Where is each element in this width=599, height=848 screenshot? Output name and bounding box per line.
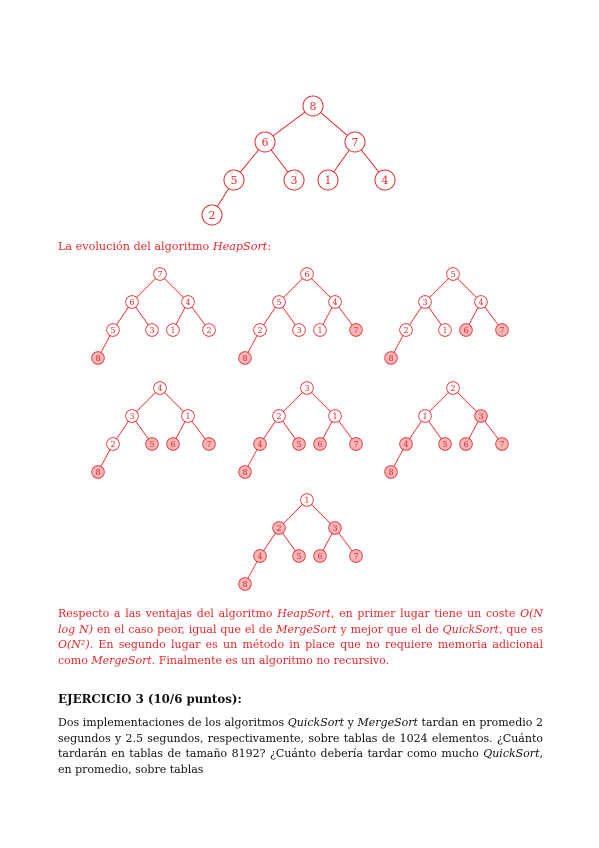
sorted-node	[239, 352, 252, 365]
main-heap-tree	[202, 96, 395, 225]
heap-node	[167, 324, 180, 337]
svg-text:1: 1	[170, 326, 176, 335]
sorted-node	[350, 550, 363, 563]
sorted-node	[385, 466, 398, 479]
sorted-node	[460, 438, 473, 451]
svg-text:8: 8	[242, 468, 248, 477]
caption-algo-name: HeapSort	[212, 240, 268, 253]
svg-text:8: 8	[242, 580, 248, 589]
svg-text:1: 1	[317, 326, 323, 335]
heap-node	[182, 296, 195, 309]
svg-text:1: 1	[185, 412, 191, 421]
heap-node	[447, 268, 460, 281]
svg-text:5: 5	[296, 440, 302, 449]
sorted-node	[239, 466, 252, 479]
svg-text:7: 7	[499, 440, 505, 449]
sorted-node	[146, 438, 159, 451]
heap-node	[301, 494, 314, 507]
heap-node	[419, 410, 432, 423]
svg-text:6: 6	[170, 440, 176, 449]
svg-text:7: 7	[353, 440, 359, 449]
heap-node	[182, 410, 195, 423]
heap-node	[254, 324, 267, 337]
evolution-tree	[92, 382, 216, 479]
heap-node	[203, 324, 216, 337]
heap-node	[293, 324, 306, 337]
heap-node	[400, 324, 413, 337]
heap-node	[154, 268, 167, 281]
svg-text:8: 8	[309, 100, 317, 113]
evolution-tree	[92, 268, 216, 365]
heap-node	[329, 296, 342, 309]
svg-text:1: 1	[304, 496, 310, 505]
svg-text:5: 5	[442, 440, 448, 449]
svg-text:4: 4	[257, 552, 263, 561]
svg-text:2: 2	[208, 209, 216, 222]
heap-node	[154, 382, 167, 395]
evolution-tree	[239, 494, 363, 591]
svg-text:4: 4	[478, 298, 484, 307]
sorted-node	[475, 410, 488, 423]
sorted-node	[203, 438, 216, 451]
sorted-node	[92, 352, 105, 365]
heap-node	[107, 324, 120, 337]
heap-node	[475, 296, 488, 309]
svg-text:5: 5	[230, 174, 238, 187]
svg-text:6: 6	[261, 136, 269, 149]
svg-text:3: 3	[332, 524, 338, 533]
sorted-node	[167, 438, 180, 451]
heapsort-caption: La evolución del algoritmo HeapSort:	[58, 240, 272, 253]
heap-node	[329, 410, 342, 423]
svg-text:1: 1	[324, 174, 332, 187]
sorted-node	[254, 550, 267, 563]
svg-text:1: 1	[422, 412, 428, 421]
exercise-title: EJERCICIO 3	[58, 692, 144, 706]
sorted-node	[293, 438, 306, 451]
heap-node	[439, 324, 452, 337]
heap-node	[273, 296, 286, 309]
svg-text:8: 8	[95, 354, 101, 363]
heap-node	[301, 382, 314, 395]
svg-text:7: 7	[206, 440, 212, 449]
svg-text:5: 5	[450, 270, 456, 279]
svg-text:6: 6	[317, 552, 323, 561]
svg-text:5: 5	[110, 326, 116, 335]
svg-text:8: 8	[388, 468, 394, 477]
sorted-node	[350, 438, 363, 451]
sorted-node	[293, 550, 306, 563]
svg-text:4: 4	[257, 440, 263, 449]
svg-text:2: 2	[450, 384, 456, 393]
sorted-node	[460, 324, 473, 337]
svg-text:6: 6	[317, 440, 323, 449]
tree-node	[255, 132, 275, 152]
svg-text:8: 8	[242, 354, 248, 363]
exercise-statement-paragraph: Dos implementaciones de los algoritmos QuickSort y MergeSort tardan en promedio 2 segundos y 2.5 segundos, respectivamente, sobre tablas de 1024 elementos. ¿Cuánto tardarán en tablas de tamaño 8192? ¿Cuánto debería tardar como mucho QuickSort, en promedio, sobre tablas	[58, 716, 543, 776]
heap-node	[301, 268, 314, 281]
tree-node	[224, 170, 244, 190]
sorted-node	[439, 438, 452, 451]
svg-text:5: 5	[276, 298, 282, 307]
svg-text:1: 1	[442, 326, 448, 335]
svg-text:4: 4	[332, 298, 338, 307]
svg-text:7: 7	[353, 326, 359, 335]
heap-node	[126, 410, 139, 423]
svg-text:8: 8	[388, 354, 394, 363]
tree-node	[318, 170, 338, 190]
svg-text:6: 6	[463, 440, 469, 449]
svg-text:7: 7	[499, 326, 505, 335]
svg-text:8: 8	[95, 468, 101, 477]
svg-text:3: 3	[296, 326, 302, 335]
sorted-node	[239, 578, 252, 591]
heap-node	[107, 438, 120, 451]
svg-text:7: 7	[157, 270, 163, 279]
heap-node	[314, 324, 327, 337]
svg-text:2: 2	[110, 440, 116, 449]
svg-text:6: 6	[304, 270, 310, 279]
svg-text:3: 3	[149, 326, 155, 335]
sorted-node	[314, 550, 327, 563]
exercise-heading	[58, 692, 242, 706]
svg-text:5: 5	[296, 552, 302, 561]
sorted-node	[314, 438, 327, 451]
svg-text:1: 1	[332, 412, 338, 421]
tree-node	[345, 132, 365, 152]
sorted-node	[92, 466, 105, 479]
svg-text:2: 2	[257, 326, 263, 335]
tree-node	[284, 170, 304, 190]
heap-node	[447, 382, 460, 395]
heap-node	[419, 296, 432, 309]
svg-text:2: 2	[206, 326, 212, 335]
svg-text:3: 3	[422, 298, 428, 307]
svg-text:3: 3	[304, 384, 310, 393]
svg-text:2: 2	[276, 412, 282, 421]
sorted-node	[273, 522, 286, 535]
evolution-tree	[239, 268, 363, 365]
evolution-tree	[385, 382, 509, 479]
heap-node	[273, 410, 286, 423]
svg-text:4: 4	[157, 384, 163, 393]
tree-node	[202, 205, 222, 225]
svg-text:7: 7	[351, 136, 359, 149]
sorted-node	[254, 438, 267, 451]
evolution-tree	[239, 382, 363, 479]
sorted-node	[400, 438, 413, 451]
heapsort-evolution-trees	[92, 268, 509, 591]
svg-text:7: 7	[353, 552, 359, 561]
heap-node	[126, 296, 139, 309]
sorted-node	[496, 324, 509, 337]
svg-text:5: 5	[149, 440, 155, 449]
sorted-node	[385, 352, 398, 365]
heapsort-advantages-paragraph: Respecto a las ventajas del algoritmo HeapSort, en primer lugar tiene un coste O(N log N) en el caso peor, igual que el de MergeSort y mejor que el de QuickSort, que es O(N²). En segundo lugar es un método in place que no requiere memoria adicional como MergeSort. Finalmente es un algoritmo no recursivo.	[58, 607, 544, 667]
sorted-node	[350, 324, 363, 337]
tree-node	[303, 96, 323, 116]
sorted-node	[329, 522, 342, 535]
sorted-node	[496, 438, 509, 451]
svg-text:4: 4	[403, 440, 409, 449]
heap-node	[146, 324, 159, 337]
tree-node	[375, 170, 395, 190]
svg-text:4: 4	[381, 174, 389, 187]
evolution-tree	[385, 268, 509, 365]
svg-text:3: 3	[478, 412, 484, 421]
svg-text:3: 3	[129, 412, 135, 421]
svg-text:4: 4	[185, 298, 191, 307]
svg-text:3: 3	[290, 174, 298, 187]
exercise-points: (10/6 puntos):	[147, 692, 242, 706]
svg-text:6: 6	[129, 298, 135, 307]
svg-text:2: 2	[276, 524, 282, 533]
svg-text:2: 2	[403, 326, 409, 335]
svg-text:6: 6	[463, 326, 469, 335]
